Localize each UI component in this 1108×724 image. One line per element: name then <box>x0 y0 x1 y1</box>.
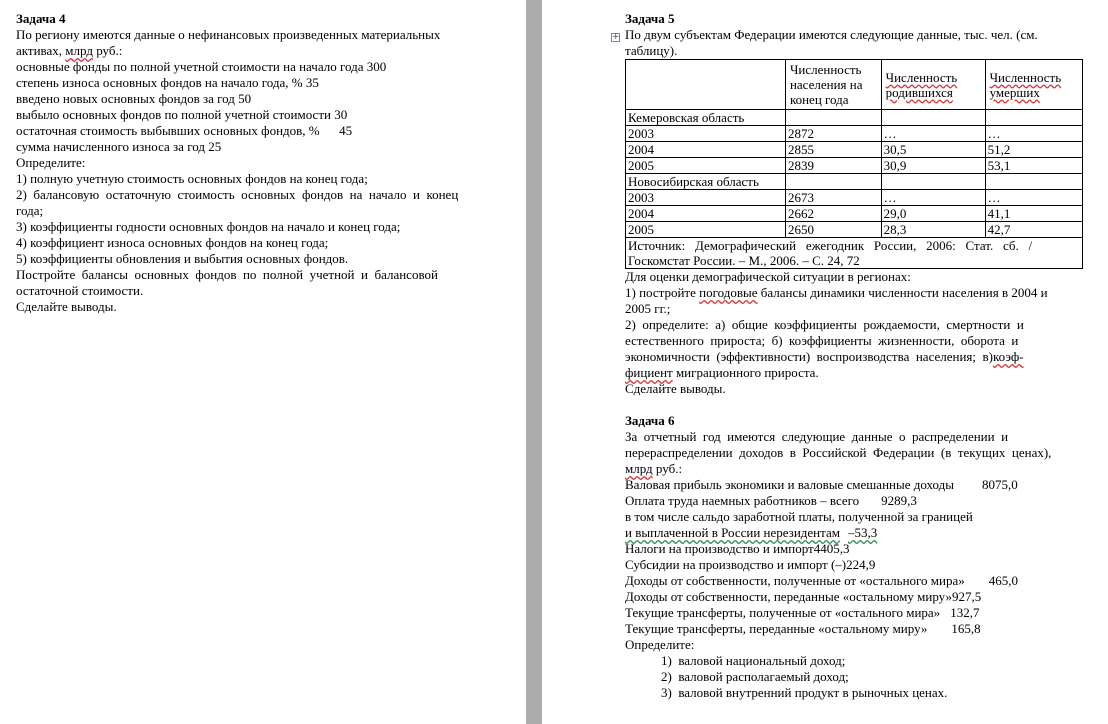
cell-year: 2003 <box>626 190 786 206</box>
document-page-left <box>0 0 526 724</box>
cell-pop: 2872 <box>785 126 881 142</box>
cell-born: … <box>881 126 985 142</box>
task4-balance-line1: Постройте балансы основных фондов по полной учетной и балансовой <box>16 267 438 282</box>
cell-born: 28,3 <box>881 222 985 238</box>
cell-died: … <box>985 126 1082 142</box>
task4-balance-line2: остаточной стоимости. <box>16 283 144 298</box>
task6-item: Налоги на производство и импорт4405,3 <box>625 541 850 556</box>
task4-item: выбыло основных фондов по полной учетной стоимости 30 <box>16 107 348 122</box>
table-header-died: Численность умерших <box>985 60 1082 110</box>
task4-conclusion: Сделайте выводы. <box>16 299 117 314</box>
table-header-born: Численность родившихся <box>881 60 985 110</box>
task4-intro-line1: По региону имеются данные о нефинансовых произведенных материальных <box>16 27 441 42</box>
task4-question: 1) полную учетную стоимость основных фондов на конец года; <box>16 171 368 186</box>
cell-pop: 2662 <box>785 206 881 222</box>
task5-conclusion: Сделайте выводы. <box>625 381 726 396</box>
task5-after-line7: фициент миграционного прироста. <box>625 365 819 380</box>
task6-intro-line1: За отчетный год имеются следующие данные о распределении и <box>625 429 1009 444</box>
table-row <box>626 158 1083 174</box>
task4-question: 2) балансовую остаточную стоимость основных фондов на начало и конец <box>16 187 459 202</box>
region-name: Новосибирская область <box>626 174 786 190</box>
cell-year: 2005 <box>626 222 786 238</box>
task6-item: Валовая прибыль экономики и валовые смешанные доходы 8075,0 <box>625 477 1018 492</box>
cell-pop: 2650 <box>785 222 881 238</box>
task5-after-line5: естественного прироста; б) коэффициенты жизненности, оборота и <box>625 333 1019 348</box>
table-row <box>626 206 1083 222</box>
cell-year: 2004 <box>626 142 786 158</box>
task4-question: 4) коэффициент износа основных фондов на конец года; <box>16 235 329 250</box>
cell-died: 42,7 <box>985 222 1082 238</box>
list-item: 3) валовой внутренний продукт в рыночных ценах. <box>661 685 948 700</box>
task5-after-line3: 2005 гг.; <box>625 301 671 316</box>
task4-question: 3) коэффициенты годности основных фондов на начало и конец года; <box>16 219 401 234</box>
cell-year: 2005 <box>626 158 786 174</box>
task6-item: Оплата труда наемных работников – всего 9289,3 <box>625 493 917 508</box>
task4-intro-line2: активах, млрд руб.: <box>16 43 123 58</box>
table-region-row <box>626 174 1083 190</box>
list-item: 1) валовой национальный доход; <box>661 653 846 668</box>
cell-year: 2003 <box>626 126 786 142</box>
task4-determine: Определите: <box>16 155 86 170</box>
task4-item: введено новых основных фондов за год 50 <box>16 91 252 106</box>
table-header-empty <box>626 60 786 110</box>
task5-after-line1: Для оценки демографической ситуации в регионах: <box>625 269 911 284</box>
task4-title: Задача 4 <box>16 11 66 26</box>
task5-after-line4: 2) определите: а) общие коэффициенты рождаемости, смертности и <box>625 317 1024 332</box>
table-region-row <box>626 110 1083 126</box>
task6-item: Доходы от собственности, полученные от «остального мира» 465,0 <box>625 573 1019 588</box>
task6-title: Задача 6 <box>625 413 675 428</box>
task4-question: 5) коэффициенты обновления и выбытия основных фондов. <box>16 251 349 266</box>
task5-intro-line1: По двум субъектам Федерации имеются следующие данные, тыс. чел. (см. <box>625 27 1038 42</box>
table-source: Источник: Демографический ежегодник России, 2006: Стат. сб. / Госкомстат России. – М., 2006. – С. 24, 72 <box>626 238 1083 269</box>
table-row <box>626 126 1083 142</box>
cell-pop: 2839 <box>785 158 881 174</box>
task6-intro-line2: перераспределении доходов в Российской Федерации (в текущих ценах), <box>625 445 1052 460</box>
table-row <box>626 190 1083 206</box>
cell-born: 30,5 <box>881 142 985 158</box>
table-header-row <box>626 60 1083 110</box>
spell-error-mlrd: млрд <box>65 43 93 58</box>
cell-born: … <box>881 190 985 206</box>
cell-born: 30,9 <box>881 158 985 174</box>
task4-item: степень износа основных фондов на начало года, % 35 <box>16 75 319 90</box>
task6-intro-line3: млрд руб.: <box>625 461 683 476</box>
cell-pop: 2673 <box>785 190 881 206</box>
task4-question: года; <box>16 203 44 218</box>
task5-after-line6: экономичности (эффективности) воспроизводства населения; в)коэф- <box>625 349 1024 364</box>
cell-died: 51,2 <box>985 142 1082 158</box>
cell-year: 2004 <box>626 206 786 222</box>
cell-born: 29,0 <box>881 206 985 222</box>
table-header-population: Численность населения на конец года <box>785 60 881 110</box>
task6-item: Текущие трансферты, переданные «остальному миру» 165,8 <box>625 621 981 636</box>
table-row <box>626 142 1083 158</box>
table-source-row <box>626 238 1083 269</box>
cell-died: … <box>985 190 1082 206</box>
task4-item: остаточная стоимость выбывших основных фондов, % 45 <box>16 123 353 138</box>
task6-determine: Определите: <box>625 637 695 652</box>
task6-item: в том числе сальдо заработной платы, полученной за границей <box>625 509 973 524</box>
cell-died: 53,1 <box>985 158 1082 174</box>
list-item: 2) валовой располагаемый доход; <box>661 669 849 684</box>
task6-item: Текущие трансферты, полученные от «остального мира» 132,7 <box>625 605 980 620</box>
table-move-handle-icon[interactable]: + <box>612 32 620 42</box>
task5-intro-line2: таблицу). <box>625 43 678 58</box>
task5-title: Задача 5 <box>625 11 675 26</box>
task6-item: Субсидии на производство и импорт (–)224,9 <box>625 557 876 572</box>
task4-item: сумма начисленного износа за год 25 <box>16 139 222 154</box>
region-name: Кемеровская область <box>626 110 786 126</box>
task6-item: Доходы от собственности, переданные «остальному миру»927,5 <box>625 589 982 604</box>
cell-died: 41,1 <box>985 206 1082 222</box>
task5-after-line2: 1) постройте погодовые балансы динамики численности населения в 2004 и <box>625 285 1048 300</box>
demography-table <box>625 59 1083 269</box>
task6-question-list <box>625 653 1095 701</box>
cell-pop: 2855 <box>785 142 881 158</box>
task4-item: основные фонды по полной учетной стоимости на начало года 300 <box>16 59 387 74</box>
task6-item: и выплаченной в России нерезидентам –53,3 <box>625 525 878 540</box>
table-row <box>626 222 1083 238</box>
document-page-right <box>542 0 1108 724</box>
